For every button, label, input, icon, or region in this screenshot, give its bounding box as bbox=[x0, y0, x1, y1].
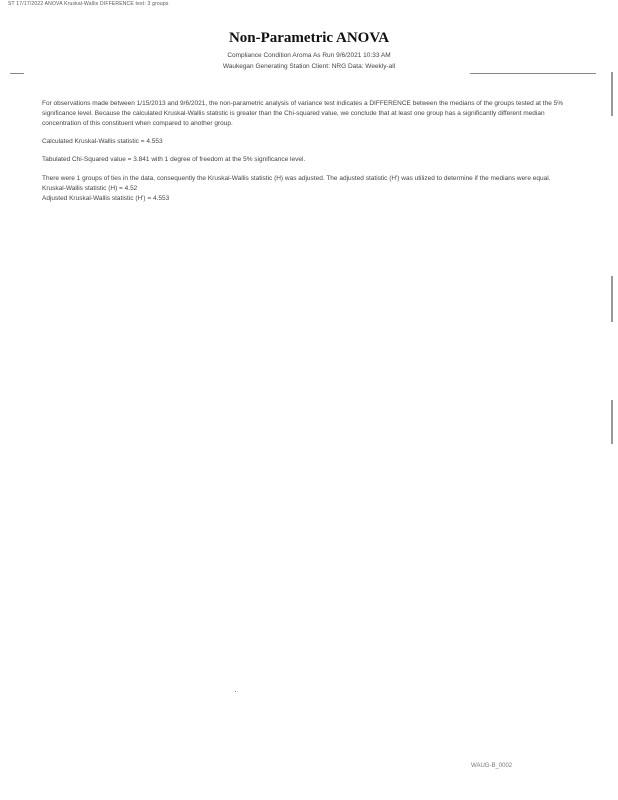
page-title: Non-Parametric ANOVA bbox=[228, 30, 390, 46]
kw-statistic-text: Kruskal-Wallis statistic (H) = 4.52 bbox=[42, 185, 138, 192]
header-rule-left bbox=[10, 73, 24, 74]
tabulated-value bbox=[42, 155, 572, 165]
bates-number: WAUG-B_0002 bbox=[471, 763, 513, 769]
calculated-statistic bbox=[42, 137, 572, 147]
subtitle-run-info: Compliance Condition Aroma As Run 9/6/2021 10:33 AM bbox=[227, 52, 391, 59]
subtitle-site-info: Waukegan Generating Station Client: NRG Data: Weekly-all bbox=[222, 63, 396, 70]
edge-mark-top bbox=[611, 72, 613, 116]
edge-mark-lower bbox=[611, 400, 613, 444]
ties-text: There were 1 groups of ties in the data, consequently the Kruskal-Wallis statistic (H) was adjusted. The adjusted statistic (H') was utilized to determine if the medians were equal. bbox=[42, 175, 551, 182]
top-ribbon: ST 17/17/2022 ANOVA Kruskal-Wallis DIFFERENCE test: 3 groups bbox=[8, 1, 169, 7]
stray-mark bbox=[235, 691, 236, 692]
ties-paragraph bbox=[42, 174, 572, 204]
adjusted-kw-statistic-text: Adjusted Kruskal-Wallis statistic (H') = 4.553 bbox=[42, 195, 170, 202]
edge-mark-middle bbox=[611, 276, 613, 322]
conclusion-paragraph bbox=[42, 99, 572, 129]
calculated-statistic-text: Calculated Kruskal-Wallis statistic = 4.553 bbox=[42, 138, 163, 145]
conclusion-text: For observations made between 1/15/2013 and 9/6/2021, the non-parametric analysis of variance test indicates a DIFFERENCE between the medians of the groups tested at the 5% significance level. Because the calculated Kruskal-Wallis statistic is greater than the Chi-squared value, we conclude that at least one group has a significantly different median concentration of this constituent when compared to another group. bbox=[42, 100, 564, 127]
header-rule-right bbox=[470, 73, 596, 74]
tabulated-value-text: Tabulated Chi-Squared value = 3.841 with 1 degree of freedom at the 5% significance level. bbox=[42, 156, 306, 163]
